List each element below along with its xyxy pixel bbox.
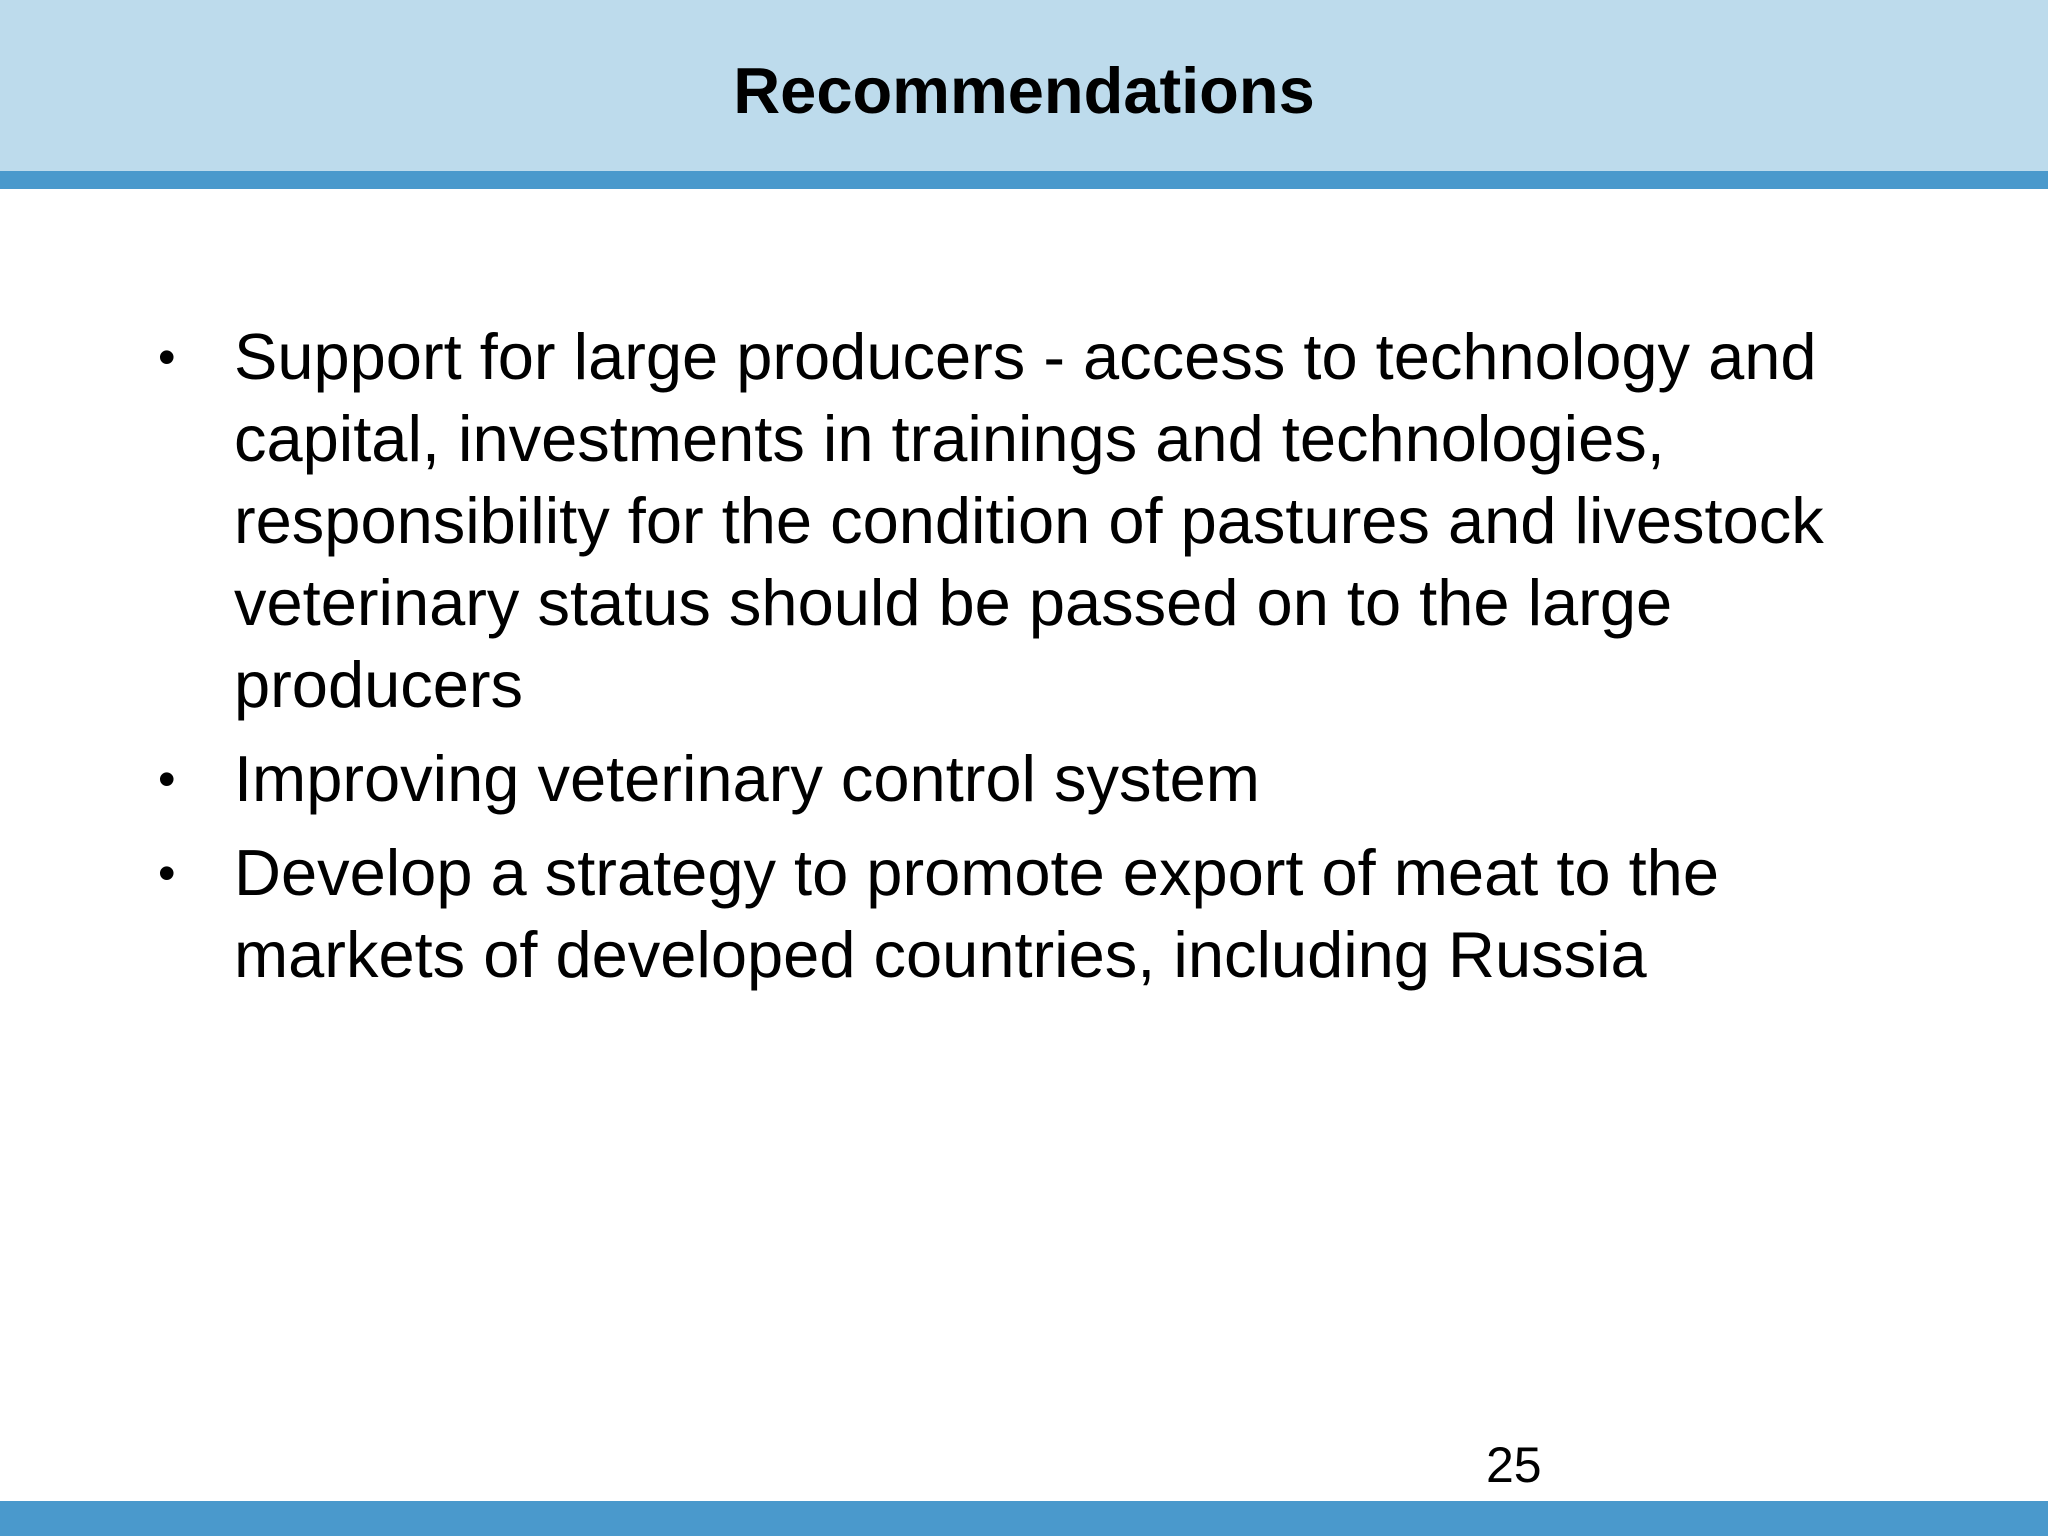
bullet-text: Improving veterinary control system <box>234 742 1260 815</box>
bullet-item <box>150 738 1930 820</box>
footer-accent-rule <box>0 1501 2048 1536</box>
header-accent-rule <box>0 171 2048 189</box>
bullet-marker: • <box>158 751 176 807</box>
bullet-text: Develop a strategy to promote export of meat to the markets of developed countries, including Russia <box>234 836 1719 991</box>
bullet-item <box>150 316 1930 726</box>
bullet-marker: • <box>158 845 176 901</box>
page-number: 25 <box>1486 1437 1542 1493</box>
bullet-marker: • <box>158 329 176 385</box>
bullet-text: Support for large producers - access to technology and capital, investments in trainings and technologies, responsibility for the condition of pastures and livestock veterinary status should be passed on to the large producers <box>234 320 1824 721</box>
bullet-list <box>150 316 1930 1008</box>
bullet-item <box>150 832 1930 996</box>
slide-title: Recommendations <box>733 54 1315 127</box>
